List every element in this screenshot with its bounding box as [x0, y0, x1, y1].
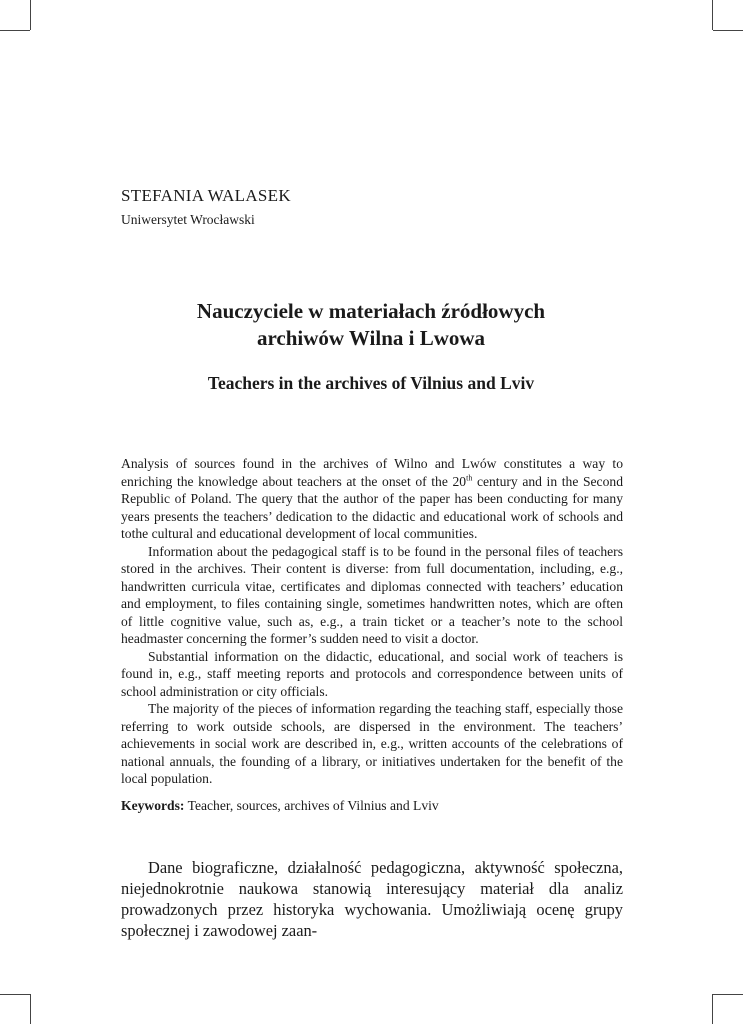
abstract-p1-start: Analysis of sources found in the archives of Wilno and Lwów constitutes a way to enriching the knowledge about teachers at the onset of the 20 — [121, 456, 623, 489]
body-paragraph: Dane biograficzne, działalność pedagogiczna, aktywność społeczna, niejednokrotnie naukowa stanowią interesujący materiał dla analiz prowadzonych przez historyka wychowania. Umożliwiają ocenę grupy społecznej i zawodowej zaan- — [121, 858, 623, 940]
crop-mark-bottom-left-horizontal — [0, 994, 30, 995]
title-line-2: archiwów Wilna i Lwowa — [256, 326, 486, 350]
abstract-paragraph-4: The majority of the pieces of information regarding the teaching staff, especially those referring to work outside schools, are dispersed in the environment. The teachers’ achievements in social work are described in, e.g., written accounts of the celebrations of national annuals, the founding of a library, or initiatives undertaken for the benefit of the local population. — [121, 701, 623, 786]
title-line-1: Nauczyciele w materiałach źródłowych — [196, 299, 546, 323]
keywords-label: Keywords: — [121, 798, 185, 813]
crop-mark-top-right-vertical — [712, 0, 713, 30]
crop-mark-bottom-right-vertical — [712, 994, 713, 1024]
keywords-line — [121, 797, 623, 814]
author-block — [121, 186, 291, 228]
article-title-polish — [121, 298, 621, 352]
author-name: STEFANIA WALASEK — [121, 186, 291, 205]
author-affiliation: Uniwersytet Wrocławski — [121, 212, 255, 227]
abstract-paragraph-1 — [121, 455, 623, 543]
keywords-text: Teacher, sources, archives of Vilnius and Lviv — [184, 798, 439, 813]
abstract-p1-end: century and in the Second Republic of Poland. The query that the author of the paper has been conducting for many years presents the teachers’ dedication to the didactic and educational work of schools and tothe cultural and educational development of local communities. — [121, 473, 623, 541]
ordinal-superscript: th — [466, 472, 473, 482]
crop-mark-bottom-left-vertical — [30, 994, 31, 1024]
crop-mark-bottom-right-horizontal — [713, 994, 743, 995]
abstract-paragraph-3: Substantial information on the didactic, educational, and social work of teachers is found in, e.g., staff meeting reports and protocols and correspondence between units of school administration or city officials. — [121, 648, 623, 699]
article-title-english: Teachers in the archives of Vilnius and Lviv — [207, 373, 535, 393]
crop-mark-top-left-horizontal — [0, 30, 30, 31]
crop-mark-top-left-vertical — [30, 0, 31, 30]
abstract-paragraph-2: Information about the pedagogical staff is to be found in the personal files of teachers stored in the archives. Their content is diverse: from full documentation, including, e.g., handwritten curricula vitae, certificates and diplomas connected with teachers’ education and employment, to files containing single, sometimes handwritten notes, which are often of little cognitive value, such as, e.g., a train ticket or a teacher’s note to the school headmaster concerning the former’s sudden need to visit a doctor. — [121, 543, 623, 646]
crop-mark-top-right-horizontal — [713, 30, 743, 31]
abstract — [121, 455, 623, 788]
